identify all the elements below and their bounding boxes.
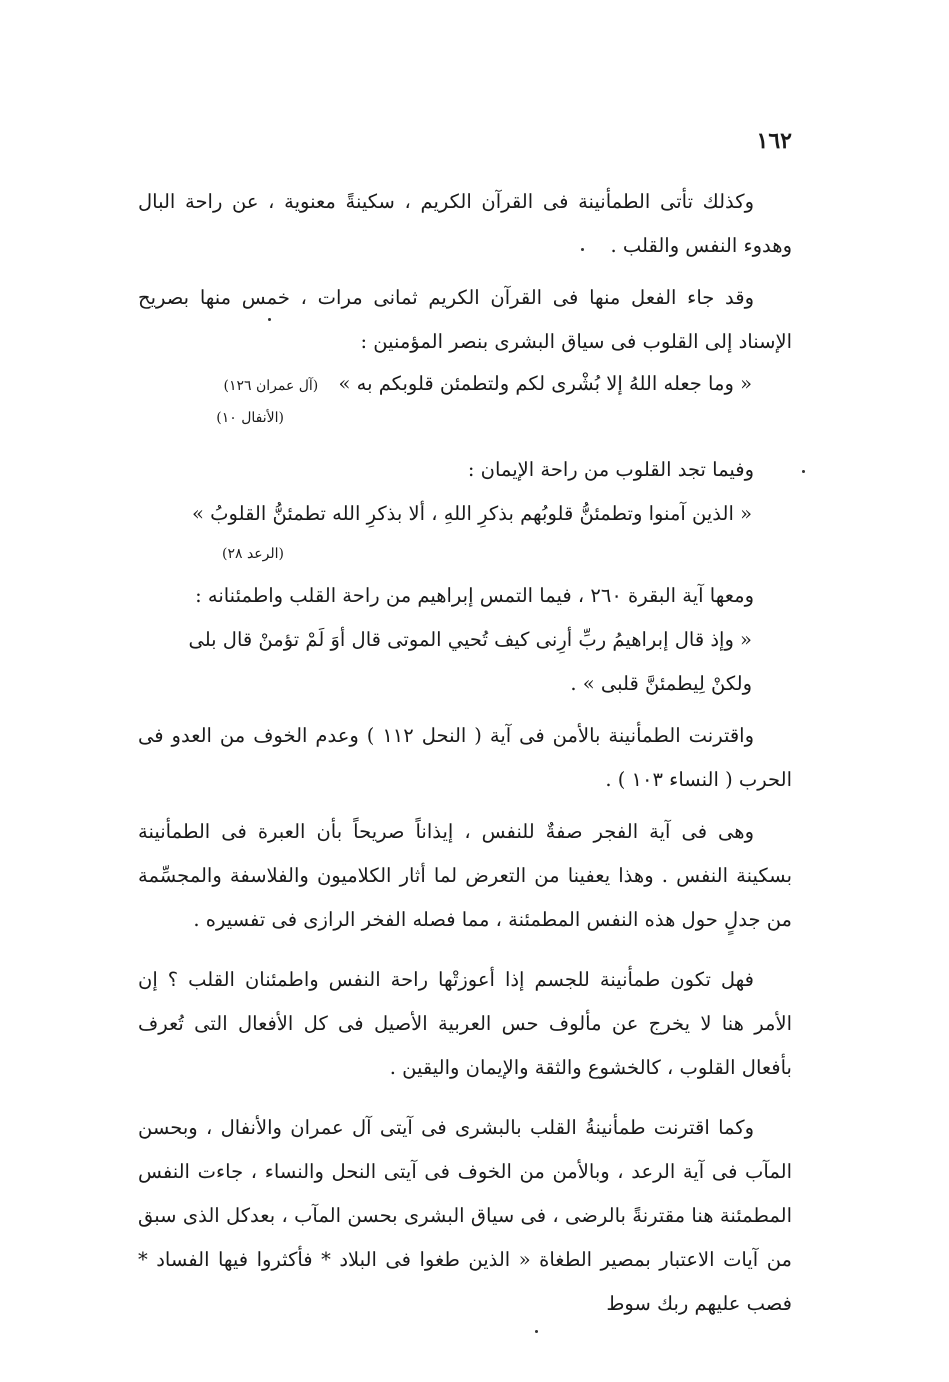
page-number: ١٦٢ [756, 128, 792, 154]
quote-1 [138, 366, 792, 404]
paragraph-7: فهل تكون طمأنينة للجسم إذا أعوزتْها راحة النفس واطمئنان القلب ؟ إن الأمر هنا لا يخرج عن مألوف حس العربية الأصيل فى كل الأفعال التى تُعرف بأفعال القلوب ، كالخشوع والثقة والإيمان واليقين . [138, 968, 792, 1079]
speck-mark [535, 1330, 538, 1333]
quote-1-ref-1: (آل عمران ١٢٦) [223, 378, 319, 394]
quote-1-text: « وما جعله اللهُ إلا بُشْرى لكم ولتطمئن قلوبكم به » [338, 372, 752, 395]
paragraph-8: وكما اقترنت طمأنينةُ القلب بالبشرى فى آيتى آل عمران والأنفال ، وبحسن المآب فى آية الرعد ، وبالأمن من الخوف فى آيتى النحل والنساء ، جاءت النفس المطمئنة هنا مقترنةً بالرضى ، فى سياق البشرى بحسن المآب ، بعدكل الذى سبق من آيات الاعتبار بمصير الطغاة « الذين طغوا فى البلاد * فأكثروا فيها الفساد * فصب عليهم ربك سوط [138, 1116, 792, 1315]
paragraph-4: ومعها آية البقرة ٢٦٠ ، فيما التمس إبراهيم من راحة القلب واطمئنانه : [195, 584, 754, 607]
quote-1-ref-2: (الأنفال ١٠) [216, 410, 284, 426]
speck-mark [581, 248, 584, 251]
paragraph-1: وكذلك تأتى الطمأنينة فى القرآن الكريم ، سكينةً معنوية ، عن راحة البال وهدوء النفس والقلب . [138, 190, 792, 257]
paragraph-3: وفيما تجد القلوب من راحة الإيمان : [467, 458, 754, 481]
paragraph-2: وقد جاء الفعل منها فى القرآن الكريم ثمانى مرات ، خمس منها بصريح الإسناد إلى القلوب فى سياق البشرى بنصر المؤمنين : [138, 286, 792, 353]
quote-3-line-1: « وإذ قال إبراهيمُ ربِّ أرِنى كيف تُحيي الموتى قال أوَ لَمْ تؤمنْ قال بلى [188, 628, 752, 651]
quote-2-ref: (الرعد ٢٨) [221, 546, 284, 562]
text-column [138, 180, 792, 1326]
quote-2: « الذين آمنوا وتطمئنُّ قلوبُهم بذكرِ اللهِ ، ألا بذكرِ الله تطمئنُّ القلوبُ » [192, 502, 752, 525]
quote-3-line-2: ولكنْ لِيطمئنَّ قلبى » . [570, 672, 752, 695]
paragraph-5: واقترنت الطمأنينة بالأمن فى آية ( النحل ١١٢ ) وعدم الخوف من العدو فى الحرب ( النساء ١٠٣ ) . [138, 724, 792, 791]
paragraph-6: وهى فى آية الفجر صفةٌ للنفس ، إيذاناً صريحاً بأن العبرة فى الطمأنينة بسكينة النفس . وهذا يعفينا من التعرض لما أثار الكلاميون والفلاسفة والمجسِّمة من جدلٍ حول هذه النفس المطمئنة ، مما فصله الفخر الرازى فى تفسيره . [138, 820, 792, 931]
speck-mark [802, 470, 805, 473]
speck-mark [268, 318, 271, 321]
